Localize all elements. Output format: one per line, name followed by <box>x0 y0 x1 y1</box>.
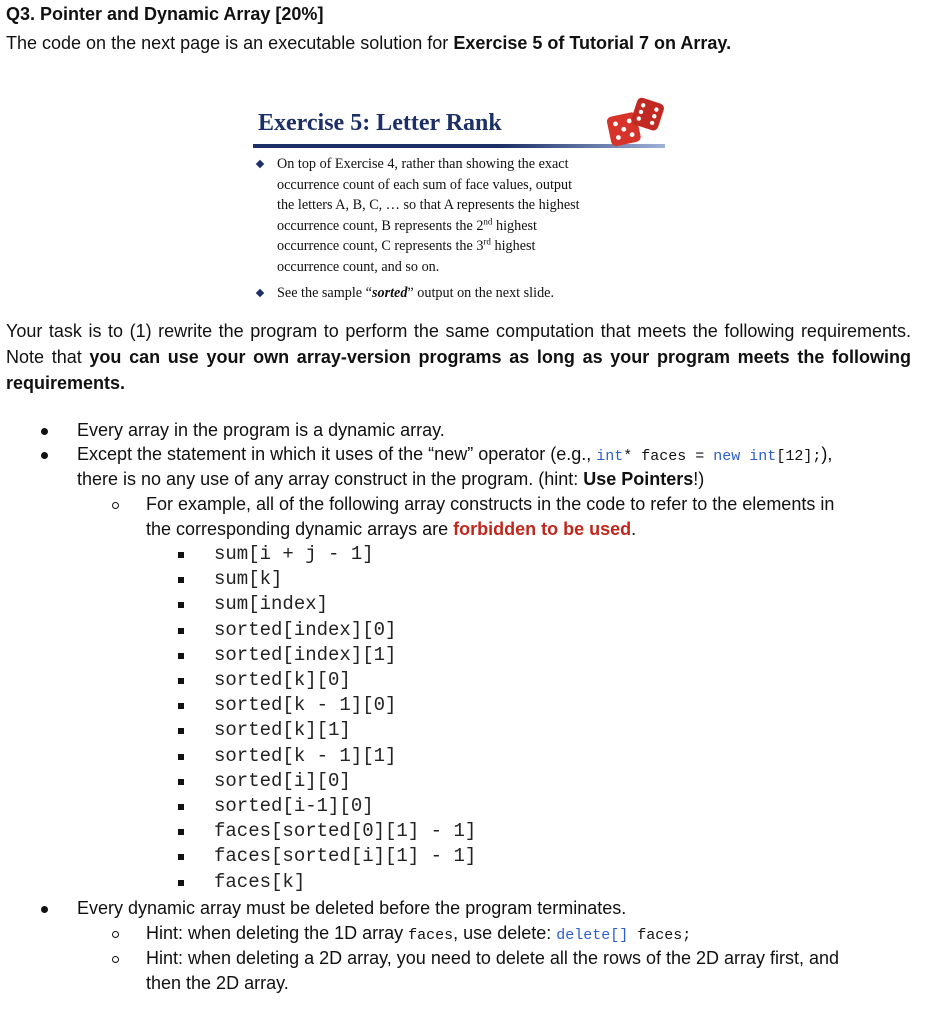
square-bullet <box>178 728 184 734</box>
square-bullet <box>178 880 184 886</box>
exercise-slide <box>247 88 667 308</box>
forbidden-construct-item: sorted[index][0] <box>214 618 397 641</box>
diamond-bullet-icon <box>256 289 264 297</box>
example-line1: For example, all of the following array constructs in the code to refer to the elements in <box>146 494 835 514</box>
slide-bullet: See the sample “sorted” output on the next slide. <box>255 283 655 304</box>
intro-paragraph <box>6 33 731 54</box>
forbidden-construct-item: faces[sorted[i][1] - 1] <box>214 845 477 868</box>
bullet-dot <box>41 428 48 435</box>
forbidden-construct-item: sorted[i-1][0] <box>214 795 374 817</box>
circle-bullet <box>112 931 119 938</box>
square-bullet <box>178 552 184 558</box>
square-bullet <box>178 754 184 760</box>
square-bullet <box>178 602 184 608</box>
intro-text: The code on the next page is an executable solution for <box>6 33 454 53</box>
requirement-2-line2: there is no any use of any array construct in the program. (hint: Use Pointers!) <box>77 469 705 489</box>
requirement-2-line1: Except the statement in which it uses of the “new” operator (e.g., int* faces = new int[12];), <box>77 444 833 465</box>
hint-1: Hint: when deleting the 1D array faces, use delete: delete[] faces; <box>146 923 692 944</box>
forbidden-construct-item: sum[k] <box>214 568 283 591</box>
square-bullet <box>178 829 184 835</box>
example-line2: the corresponding dynamic arrays are forbidden to be used. <box>146 519 637 539</box>
slide-bullet: On top of Exercise 4, rather than showing the exact occurrence count of each sum of face values, output the letters A, B, C, … so that A represents the highest occurrence count, B represents the 2nd highest occurrence count, C represents the 3rd highest occurrence count, and so on. <box>255 154 655 277</box>
forbidden-construct-item: sorted[k][1] <box>214 719 351 742</box>
requirement-1: Every array in the program is a dynamic array. <box>77 420 445 440</box>
square-bullet <box>178 628 184 634</box>
task-paragraph: Your task is to (1) rewrite the program to perform the same computation that meets the following requirements. Note that you can use your own array-version programs as long as your program meets the following requirements. <box>6 321 912 393</box>
circle-bullet <box>112 956 119 963</box>
forbidden-construct-item: sorted[k][0] <box>214 669 351 691</box>
square-bullet <box>178 854 184 860</box>
forbidden-construct-item: sorted[k - 1][1] <box>214 744 397 767</box>
slide-bullets <box>255 154 655 304</box>
hint-2-line2: then the 2D array. <box>146 973 289 993</box>
square-bullet <box>178 703 184 709</box>
square-bullet <box>178 653 184 659</box>
forbidden-construct-item: sorted[i][0] <box>214 769 351 792</box>
dice-icon <box>605 94 667 150</box>
square-bullet <box>178 678 184 684</box>
slide-title: Exercise 5: Letter Rank <box>258 110 502 136</box>
forbidden-construct-item: sorted[k - 1][0] <box>214 694 397 717</box>
bullet-dot <box>41 906 48 913</box>
forbidden-construct-item: sum[index] <box>214 593 329 616</box>
requirement-3: Every dynamic array must be deleted before the program terminates. <box>77 898 627 918</box>
hint-2-line1: Hint: when deleting a 2D array, you need to delete all the rows of the 2D array first, and <box>146 948 840 968</box>
bullet-dot <box>41 452 48 459</box>
forbidden-construct-item: faces[k] <box>214 870 306 893</box>
intro-bold-text: Exercise 5 of Tutorial 7 on Array. <box>453 33 732 53</box>
forbidden-construct-item: faces[sorted[0][1] - 1] <box>214 820 477 843</box>
slide-divider <box>253 144 665 148</box>
forbidden-construct-item: sorted[index][1] <box>214 643 397 666</box>
question-heading: Q3. Pointer and Dynamic Array [20%] <box>6 4 324 24</box>
diamond-bullet-icon <box>256 160 264 168</box>
square-bullet <box>178 779 184 785</box>
square-bullet <box>178 577 184 583</box>
forbidden-construct-item: sum[i + j - 1] <box>214 543 374 565</box>
square-bullet <box>178 804 184 810</box>
circle-bullet <box>112 502 119 509</box>
